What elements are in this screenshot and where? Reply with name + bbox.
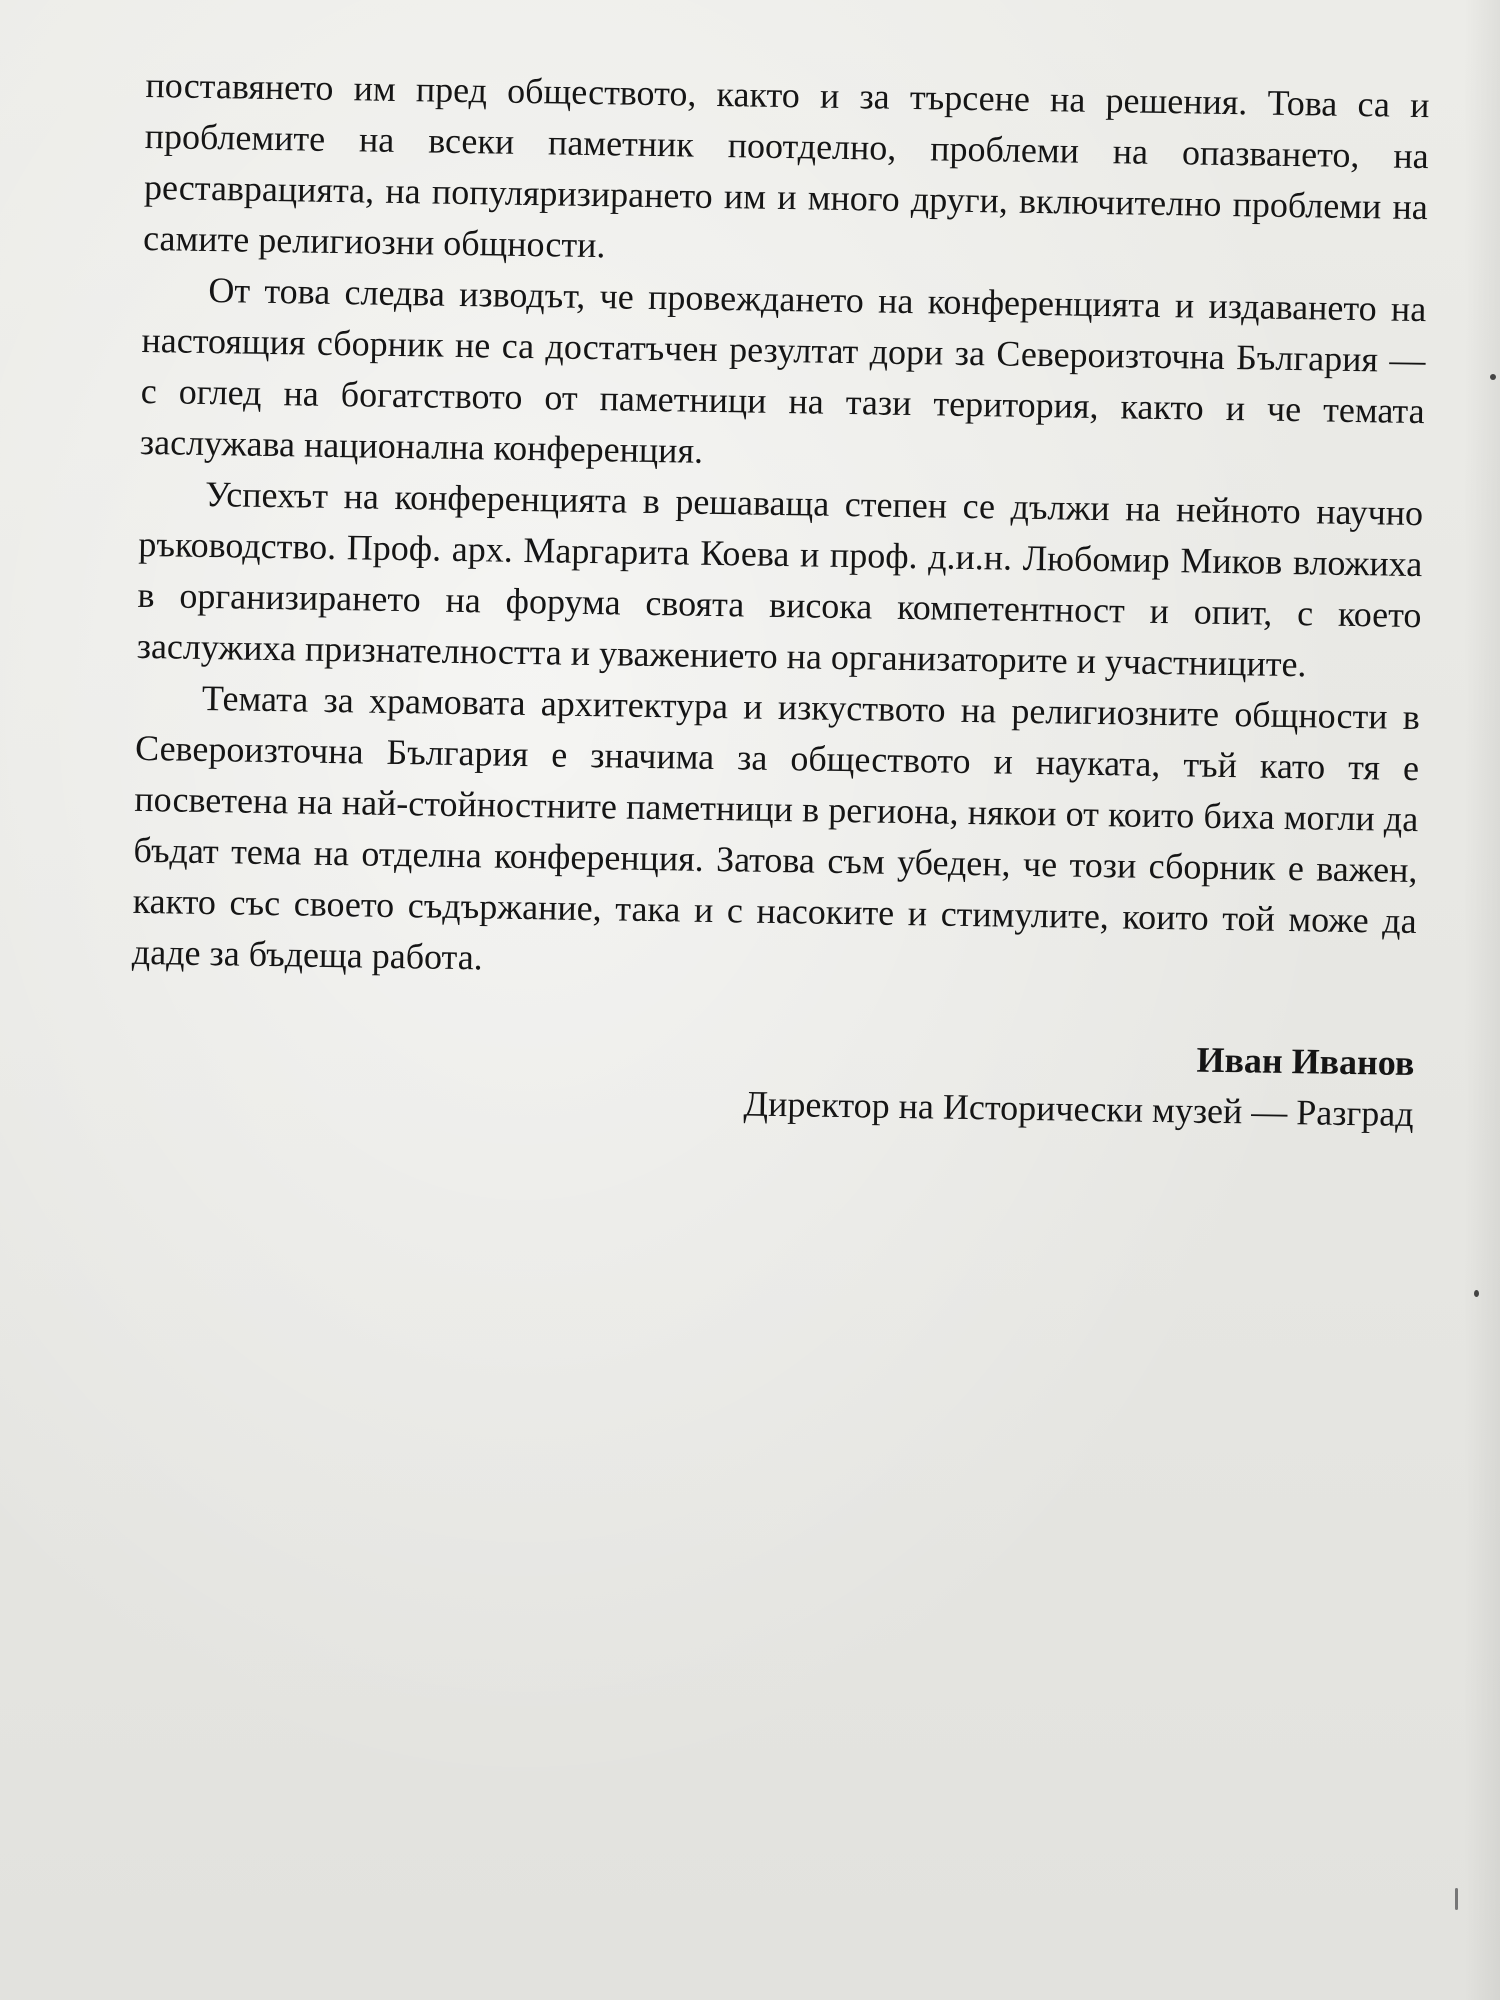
paragraph-4: Темата за храмовата архитектура и изкуството на религиозните общности в Североизточна България е значима за обществото и науката, тъй като тя е посветена на най-стойностните паметници в региона, някои от които биха могли да бъдат тема на отделна конференция. Затова съм убеден, че този сборник е важен, както със своето съдържание, така и с насоките и стимулите, които той може да даде за бъдеща работа. bbox=[131, 677, 1421, 978]
paper-speck bbox=[1455, 1888, 1458, 1910]
paper-speck bbox=[1490, 374, 1496, 380]
paper-speck bbox=[1474, 1290, 1479, 1297]
page-edge-shadow bbox=[1464, 0, 1500, 2000]
signature-block bbox=[129, 1018, 1414, 1140]
paragraph-2: От това следва изводът, че провеждането на конференцията и издаването на настоящия сборник не са достатъчен резултат дори за Североизточна България — с оглед на богатството от паметници на тази територия, както и че темата заслужава национална конференция. bbox=[139, 270, 1427, 471]
paragraph-3: Успехът на конференцията в решаваща степен се дължи на нейното научно ръководство. Проф. арх. Маргарита Коева и проф. д.и.н. Любомир Миков вложиха в организирането на форума своята висока компетентност и опит, с което заслужиха признателността и уважението на организаторите и участниците. bbox=[136, 473, 1424, 685]
signature-name: Иван Иванов bbox=[1196, 1039, 1415, 1084]
paragraph-1: поставянето им пред обществото, както и за търсене на решения. Това са и проблемите на всеки паметник поотделно, проблеми на опазването, на реставрацията, на популяризирането им и много други, включително проблеми на самите религиозни общности. bbox=[142, 64, 1430, 266]
document-body bbox=[129, 60, 1429, 1140]
signature-title: Директор на Исторически музей — Разград bbox=[743, 1083, 1414, 1135]
